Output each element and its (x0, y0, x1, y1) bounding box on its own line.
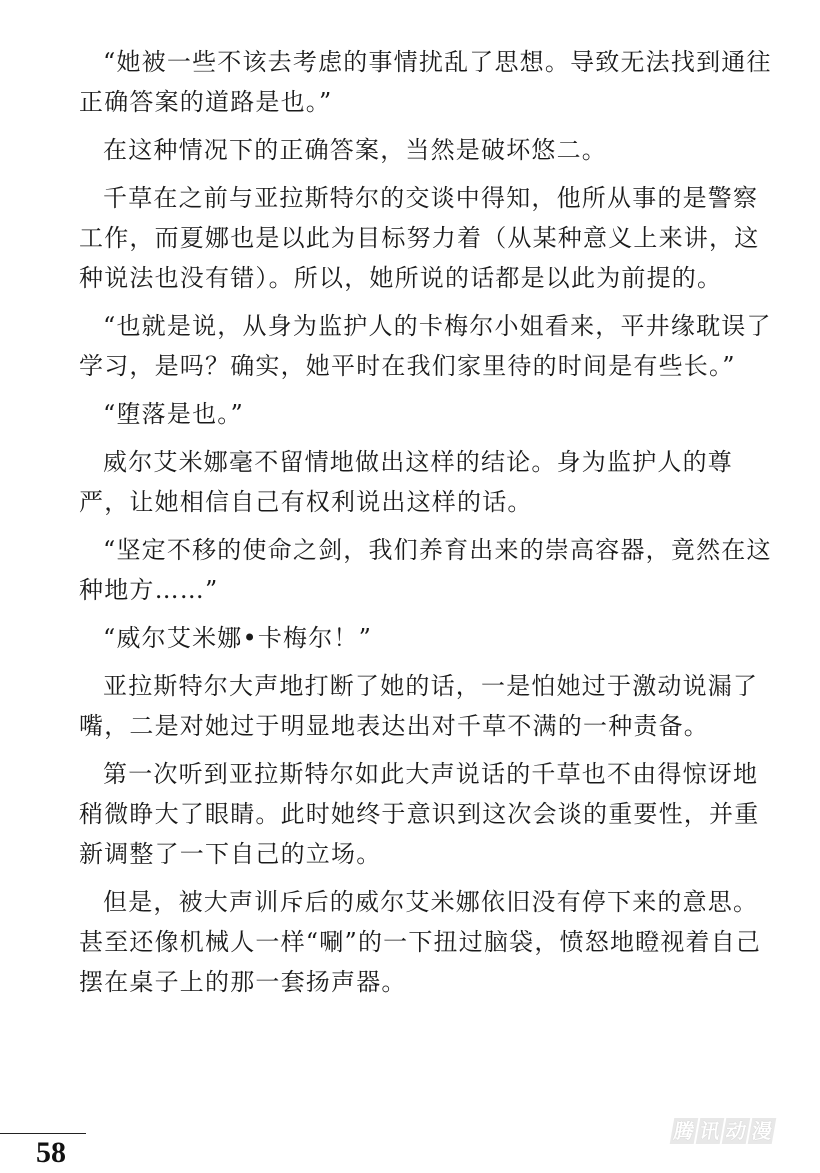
paragraph: “威尔艾米娜•卡梅尔！” (103, 624, 373, 652)
paragraph: “坚定不移的使命之剑，我们养育出来的崇高容器，竟然在这种地方……” (79, 536, 772, 604)
paragraph: “堕落是也。” (103, 400, 244, 428)
paragraph: 亚拉斯特尔大声地打断了她的话，一是怕她过于激动说漏了嘴，二是对她过于明显地表达出对千草不满的一种责备。 (79, 672, 759, 740)
watermark-char: 动 (722, 1118, 751, 1144)
paragraph: 威尔艾米娜毫不留情地做出这样的结论。身为监护人的尊严，让她相信自己有权利说出这样的话。 (79, 448, 733, 516)
watermark-char: 漫 (748, 1118, 777, 1144)
watermark-char: 讯 (696, 1118, 725, 1144)
paragraph: “她被一些不该去考虑的事情扰乱了思想。导致无法找到通往正确答案的道路是也。” (79, 48, 772, 116)
paragraph: 第一次听到亚拉斯特尔如此大声说话的千草也不由得惊讶地稍微睁大了眼睛。此时她终于意识到这次会谈的重要性，并重新调整了一下自己的立场。 (79, 760, 760, 868)
footer-rule (0, 1133, 86, 1134)
watermark-logo (672, 1118, 774, 1144)
paragraph: 但是，被大声训斥后的威尔艾米娜依旧没有停下来的意思。甚至还像机械人一样“唰”的一下扭过脑袋，愤怒地瞪视着自己摆在桌子上的那一套扬声器。 (79, 888, 762, 996)
paragraph: 千草在之前与亚拉斯特尔的交谈中得知，他所从事的是警察工作，而夏娜也是以此为目标努力着（从某种意义上来讲，这种说法也没有错）。所以，她所说的话都是以此为前提的。 (79, 184, 760, 292)
paragraph: 在这种情况下的正确答案，当然是破坏悠二。 (103, 136, 607, 164)
watermark-char: 腾 (670, 1118, 699, 1144)
body-text (79, 42, 779, 1010)
paragraph: “也就是说，从身为监护人的卡梅尔小姐看来，平井缘耽误了学习，是吗？确实，她平时在我们家里待的时间是有些长。” (79, 312, 772, 380)
page-number: 58 (36, 1136, 66, 1169)
